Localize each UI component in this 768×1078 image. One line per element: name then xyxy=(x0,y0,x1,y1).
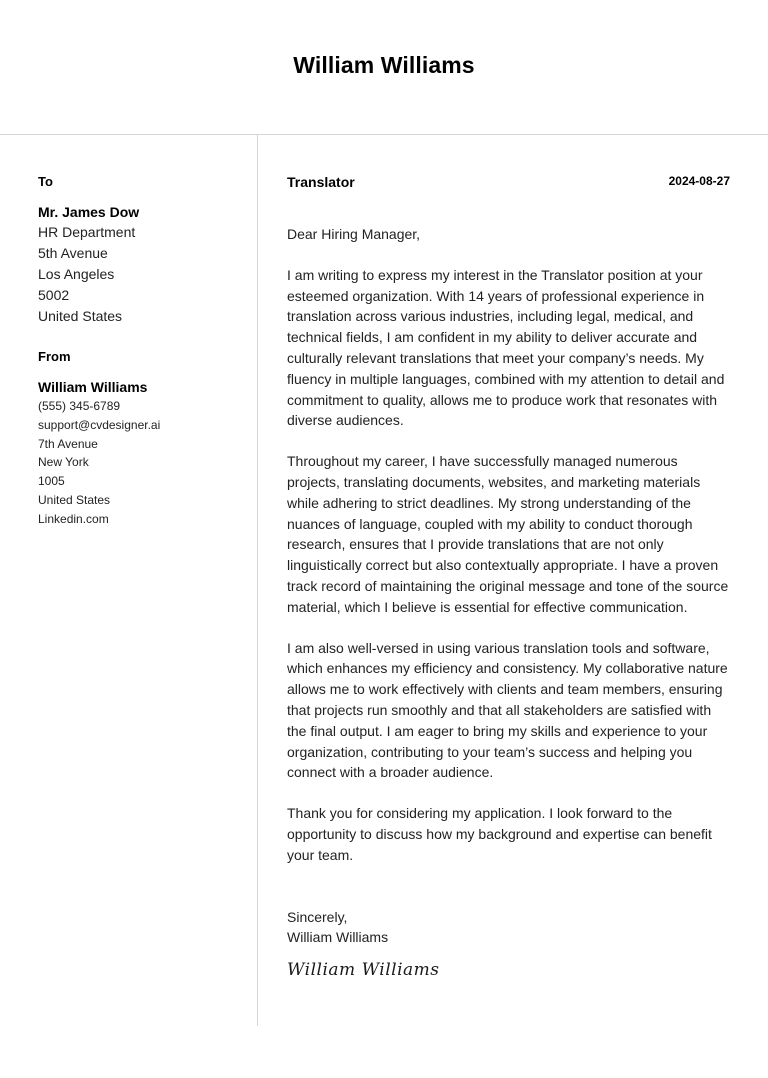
recipient-name: Mr. James Dow xyxy=(38,204,140,220)
paragraph-3: I am also well-versed in using various translation tools and software, which enhances my efficiency and consistency. My collaborative nature allows me to work effectively with clients and team members, ensuring that projects run smoothly and that all stakeholders are satisfied with the final output. I am eager to bring my skills and experience to your organization, contributing to your team’s success and helping you connect with a broader audience. xyxy=(287,639,728,781)
paragraph-2: Throughout my career, I have successfully managed numerous projects, translating documents, websites, and marketing materials while adhering to strict deadlines. My strong understanding of the nuances of language, coupled with my ability to conduct thorough research, ensures that I provide translations that are not only linguistically correct but also contextually appropriate. I have a proven track record of maintaining the original message and tone of the source material, which I believe is essential for effective communication. xyxy=(287,453,729,615)
letter-text xyxy=(287,224,730,980)
sender-country: United States xyxy=(38,492,111,507)
greeting: Dear Hiring Manager, xyxy=(287,226,421,242)
paragraph-1: I am writing to express my interest in the Translator position at your esteemed organization. With 14 years of professional experience in translation across various industries, including legal, medical, and technical fields, I am confident in my ability to deliver accurate and culturally relevant translations that meet your company’s needs. My fluency in multiple languages, combined with my attention to detail and commitment to quality, allows me to produce work that resonates with diverse audiences. xyxy=(287,266,725,429)
recipient-zip: 5002 xyxy=(38,287,70,303)
paragraph-4: Thank you for considering my application. I look forward to the opportunity to discuss how my background and expertise can benefit your team. xyxy=(287,805,712,863)
page-header xyxy=(0,0,768,135)
sender-name: William Williams xyxy=(38,379,148,395)
letter-topline xyxy=(287,174,730,192)
recipient-city: Los Angeles xyxy=(38,266,115,282)
sidebar xyxy=(38,174,248,529)
signature: William Williams xyxy=(287,960,440,981)
letter-body xyxy=(287,174,730,980)
sender-email: support@cvdesigner.ai xyxy=(38,417,161,432)
recipient-department: HR Department xyxy=(38,224,136,240)
recipient-country: United States xyxy=(38,308,123,324)
column-divider xyxy=(257,134,258,1026)
sender-zip: 1005 xyxy=(38,474,65,489)
closing-name: William Williams xyxy=(287,929,389,946)
job-title: Translator xyxy=(287,174,355,190)
letter-date: 2024-08-27 xyxy=(668,174,730,188)
applicant-name: William Williams xyxy=(293,52,475,78)
sender-city: New York xyxy=(38,455,89,470)
recipient-street: 5th Avenue xyxy=(38,245,108,261)
recipient-heading: To xyxy=(38,174,53,189)
sender-phone: (555) 345-6789 xyxy=(38,399,121,413)
closing: Sincerely, xyxy=(287,908,348,925)
sender-heading: From xyxy=(38,349,71,364)
sender-linkedin: Linkedin.com xyxy=(38,511,109,526)
sender-street: 7th Avenue xyxy=(38,436,98,451)
